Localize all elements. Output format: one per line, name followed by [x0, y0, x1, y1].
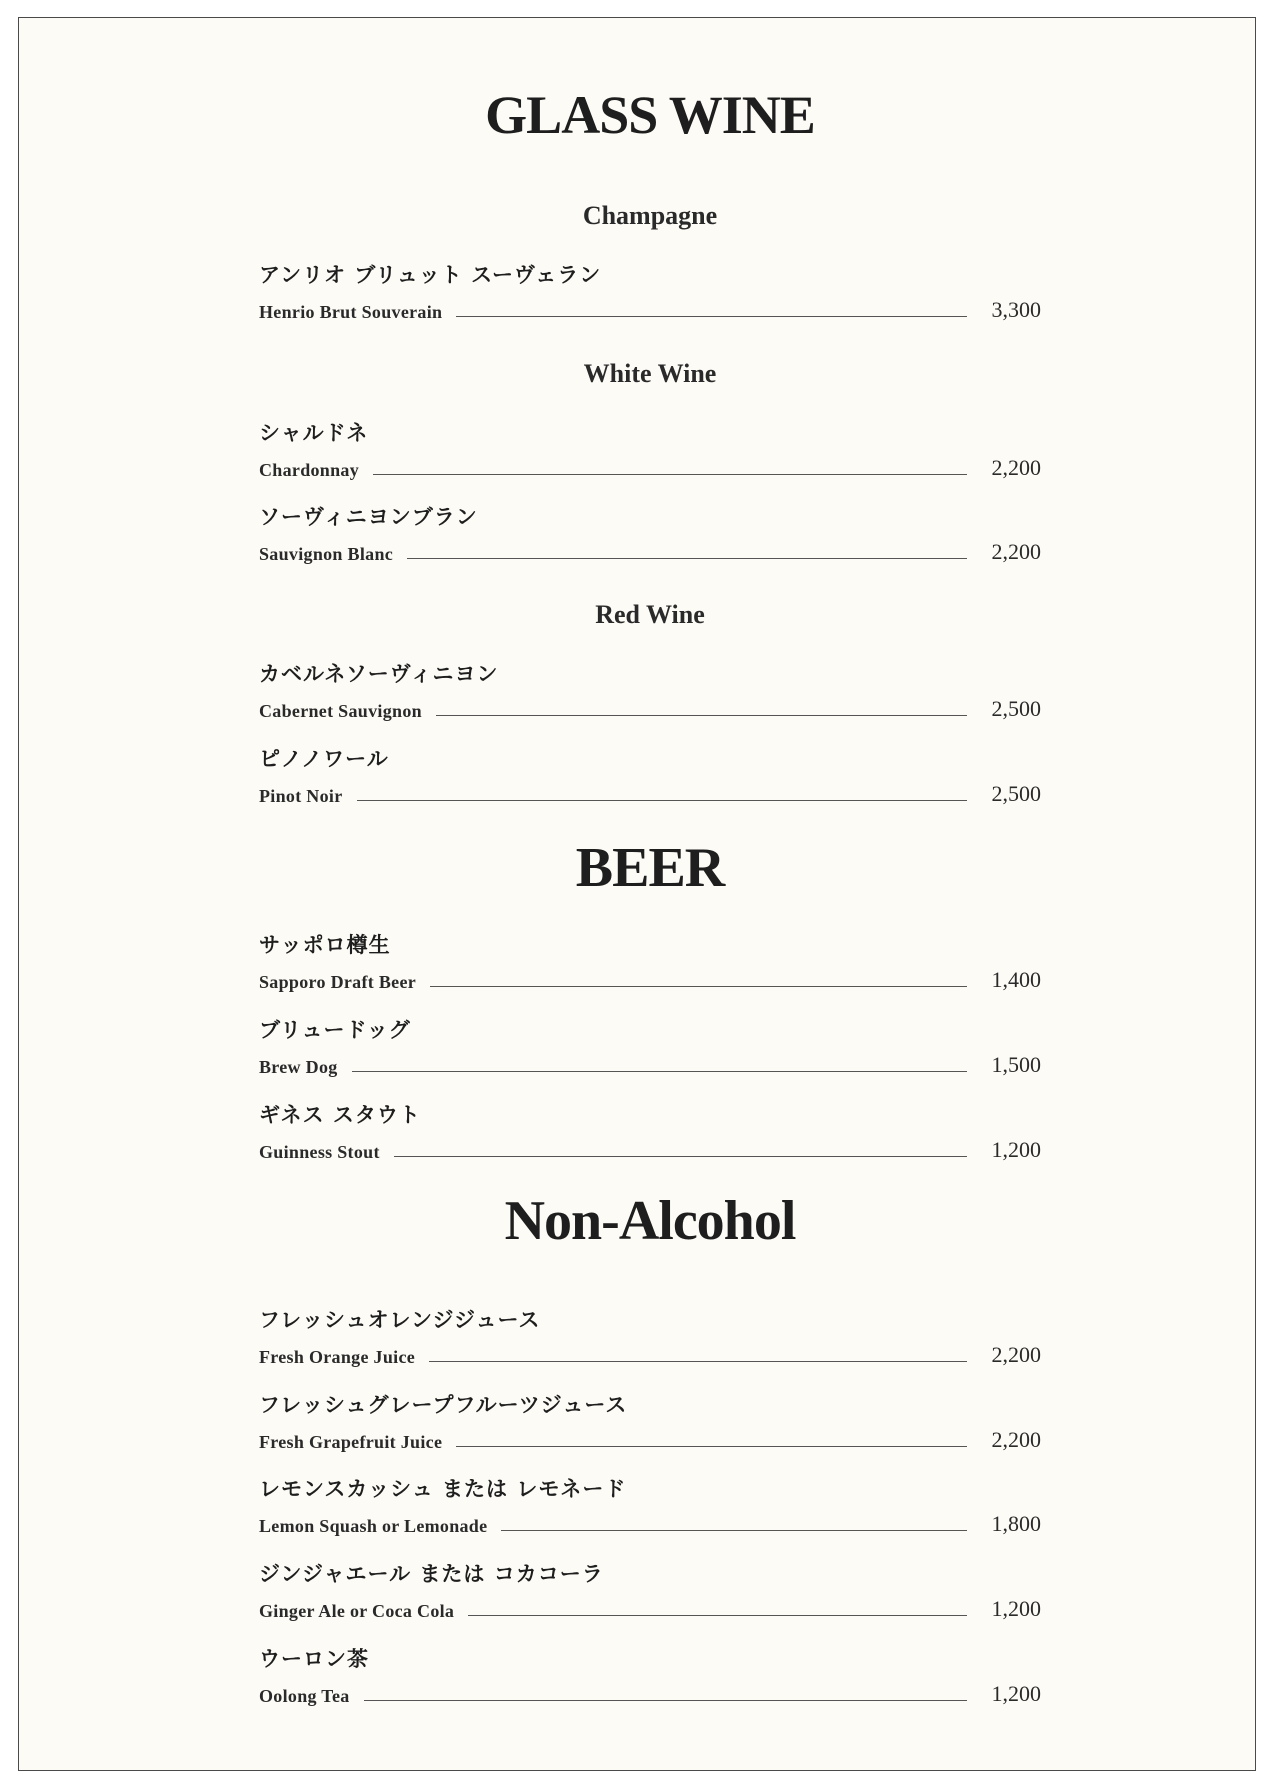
menu-item-brew-dog	[259, 1020, 1041, 1082]
menu-item-oolong-tea	[259, 1649, 1041, 1711]
item-jp-name: シャルドネ	[259, 421, 369, 445]
item-jp-name: フレッシュオレンジジュース	[259, 1308, 541, 1332]
item-row	[259, 696, 1041, 720]
menu-item-ginger-ale	[259, 1564, 1041, 1626]
item-row	[259, 1342, 1041, 1366]
menu-item-grapefruit-juice	[259, 1395, 1041, 1457]
item-jp-name: ギネス スタウト	[259, 1103, 421, 1127]
item-en-name: Pinot Noir	[259, 786, 343, 806]
leader-line	[456, 316, 967, 317]
beer-heading: BEER	[575, 837, 725, 899]
leader-line	[501, 1530, 967, 1531]
red-wine-heading: Red Wine	[595, 600, 705, 629]
item-en-name: Henrio Brut Souverain	[259, 302, 443, 322]
item-jp-name: ピノノワール	[259, 747, 389, 771]
item-jp-name: レモンスカッシュ または レモネード	[259, 1477, 627, 1501]
item-en-name: Guinness Stout	[259, 1142, 380, 1162]
item-row	[259, 539, 1041, 563]
item-row	[259, 1596, 1041, 1620]
menu-item-lemon-squash	[259, 1479, 1041, 1541]
item-price: 1,500	[991, 1052, 1041, 1077]
leader-line	[364, 1700, 967, 1701]
item-row	[259, 1681, 1041, 1705]
item-en-name: Sauvignon Blanc	[259, 544, 394, 564]
white-wine-heading: White Wine	[583, 359, 717, 388]
item-en-name: Lemon Squash or Lemonade	[259, 1516, 488, 1536]
item-price: 2,200	[991, 455, 1041, 480]
menu-item-guinness	[259, 1105, 1041, 1167]
leader-line	[456, 1446, 967, 1447]
item-row	[259, 297, 1041, 321]
leader-line	[468, 1615, 967, 1616]
menu-item-henrio	[259, 265, 1041, 327]
item-price: 2,500	[991, 781, 1041, 806]
menu-item-pinot-noir	[259, 749, 1041, 811]
leader-line	[429, 1361, 967, 1362]
item-price: 1,200	[991, 1596, 1041, 1621]
item-en-name: Fresh Grapefruit Juice	[259, 1432, 443, 1452]
menu-item-chardonnay	[259, 423, 1041, 485]
item-en-name: Brew Dog	[259, 1057, 338, 1077]
item-en-name: Chardonnay	[259, 460, 360, 480]
item-jp-name: ソーヴィニヨンブラン	[259, 505, 478, 529]
menu-item-sapporo	[259, 935, 1041, 997]
item-en-name: Fresh Orange Juice	[259, 1347, 416, 1367]
item-en-name: Oolong Tea	[259, 1686, 350, 1706]
menu-page	[18, 17, 1256, 1771]
item-jp-name: ジンジャエール または コカコーラ	[259, 1562, 604, 1586]
menu-item-cabernet	[259, 664, 1041, 726]
leader-line	[436, 715, 967, 716]
glass-wine-heading: GLASS WINE	[485, 85, 815, 145]
item-row	[259, 781, 1041, 805]
item-price: 2,500	[991, 696, 1041, 721]
champagne-heading: Champagne	[582, 201, 718, 230]
leader-line	[373, 474, 967, 475]
item-row	[259, 1511, 1041, 1535]
leader-line	[407, 558, 967, 559]
leader-line	[430, 986, 967, 987]
leader-line	[352, 1071, 967, 1072]
item-price: 2,200	[991, 1427, 1041, 1452]
item-row	[259, 1052, 1041, 1076]
menu-item-orange-juice	[259, 1310, 1041, 1372]
item-row	[259, 455, 1041, 479]
item-jp-name: カベルネソーヴィニヨン	[259, 662, 499, 686]
item-jp-name: アンリオ ブリュット スーヴェラン	[259, 263, 602, 287]
item-en-name: Ginger Ale or Coca Cola	[259, 1601, 455, 1621]
item-price: 2,200	[991, 539, 1041, 564]
item-price: 3,300	[991, 297, 1041, 322]
item-row	[259, 1137, 1041, 1161]
item-jp-name: フレッシュグレープフルーツジュース	[259, 1393, 628, 1417]
item-price: 1,200	[991, 1137, 1041, 1162]
item-en-name: Cabernet Sauvignon	[259, 701, 422, 721]
item-en-name: Sapporo Draft Beer	[259, 972, 417, 992]
non-alcohol-heading: Non-Alcohol	[504, 1190, 796, 1252]
item-price: 2,200	[991, 1342, 1041, 1367]
item-row	[259, 1427, 1041, 1451]
leader-line	[394, 1156, 967, 1157]
item-price: 1,400	[991, 967, 1041, 992]
item-row	[259, 967, 1041, 991]
item-jp-name: サッポロ樽生	[259, 933, 391, 957]
item-jp-name: ブリュードッグ	[259, 1018, 411, 1042]
item-jp-name: ウーロン茶	[259, 1647, 369, 1671]
menu-item-sauvignon-blanc	[259, 507, 1041, 569]
leader-line	[357, 800, 968, 801]
item-price: 1,800	[991, 1511, 1041, 1536]
item-price: 1,200	[991, 1681, 1041, 1706]
